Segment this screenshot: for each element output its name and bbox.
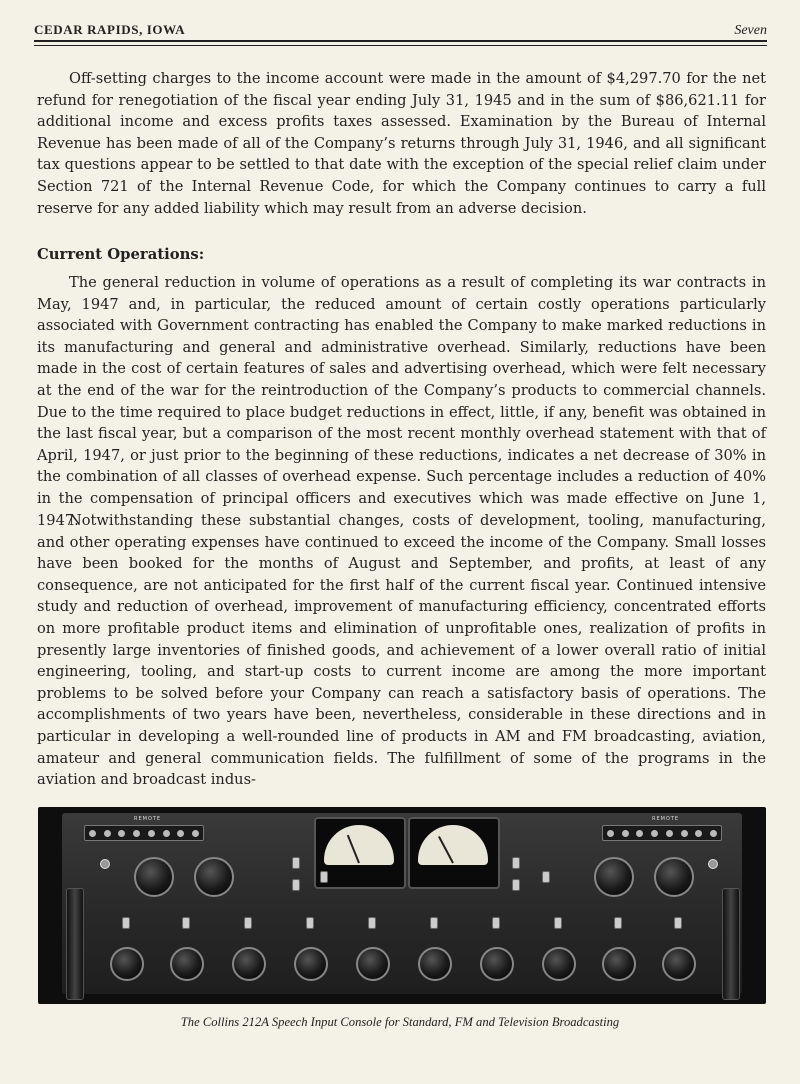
channel-fader-knob xyxy=(170,947,204,981)
paragraph-text: The general reduction in volume of operations as a result of completing its war contracts in May, 1947 and, in particular, the reduced amount of certain costly operations particularly associated with Government contracting has enabled the Company to make marked reductions in its manufacturing and general and administrative overhead. Similarly, reductions have been made in the cost of certain features of sales and advertising overhead, which were felt necessary at the end of the war for the reintroduction of the Company’s products to commercial channels. Due to the time required to place budget reductions in effect, little, if any, benefit was obtained in the last fiscal year, but a comparison of the most recent monthly overhead statement with that of April, 1947, or just prior to the beginning of these reductions, indicates a net decrease of 30% in the combination of all classes of overhead expense. Such percentage includes a reduction of 40% in the compensation of principal officers and executives which was made effective on June 1, 1947. xyxy=(37,274,766,529)
right-handle xyxy=(722,888,740,1000)
paragraph-operating-costs xyxy=(37,510,766,791)
remote-strip-left xyxy=(84,825,204,841)
left-handle xyxy=(66,888,84,1000)
key-switch xyxy=(292,857,300,869)
header-rule-thin xyxy=(34,45,767,46)
master-gain-knob-4 xyxy=(654,857,694,897)
channel-fader-knob xyxy=(110,947,144,981)
section-heading-current-operations: Current Operations: xyxy=(37,246,205,263)
channel-switch xyxy=(306,917,314,929)
key-switch xyxy=(320,871,328,883)
channel-switch xyxy=(430,917,438,929)
remote-label-right: REMOTE xyxy=(652,816,680,822)
master-gain-knob-2 xyxy=(194,857,234,897)
photo-caption: The Collins 212A Speech Input Console for Standard, FM and Television Broadcasting xyxy=(180,1015,620,1029)
console-panel xyxy=(62,813,742,994)
channel-switch xyxy=(554,917,562,929)
channel-switch xyxy=(614,917,622,929)
channel-switch xyxy=(244,917,252,929)
channel-switch xyxy=(122,917,130,929)
master-gain-knob-1 xyxy=(134,857,174,897)
paragraph-text: Off-setting charges to the income account were made in the amount of $4,297.70 for the net refund for renegotiation of the fiscal year ending July 31, 1945 and in the sum of $86,621.11 for additional income and excess profits taxes assessed. Examination by the Bureau of Internal Revenue has been made of all of the Company’s returns through July 31, 1946, and all significant tax questions appear to be settled to that date with the exception of the special relief claim under Section 721 of the Internal Revenue Code, for which the Company continues to carry a full reserve for any added liability which may result from an adverse decision. xyxy=(37,70,766,217)
paragraph-text: Notwithstanding these substantial changes, costs of development, tooling, manufacturing, and other operating expenses have continued to exceed the income of the Company. Small losses have been booked for the months of August and September, and profits, at least of any consequence, are not anticipated for the first half of the current fiscal year. Continued intensive study and reduction of overhead, improvement of manufacturing efficiency, concentrated efforts on more profitable product items and elimination of unprofitable ones, realization of profits in presently large inventories of finished goods, and achievement of a lower overall ratio of initial engineering, tooling, and start-up costs to current income are among the more important problems to be solved before your Company can reach a satisfactory basis of operations. The accomplishments of two years have been, nevertheless, considerable in these directions and in particular in developing a well-rounded line of products in AM and FM broadcasting, aviation, amateur and general communication fields. The fulfillment of some of the programs in the aviation and broadcast indus- xyxy=(37,512,766,789)
channel-fader-knob xyxy=(662,947,696,981)
channel-fader-knob xyxy=(418,947,452,981)
channel-fader-knob xyxy=(232,947,266,981)
remote-strip-right xyxy=(602,825,722,841)
key-switch xyxy=(292,879,300,891)
channel-switch xyxy=(182,917,190,929)
paragraph-tax-charges xyxy=(37,68,766,219)
indicator-lamp-right xyxy=(708,859,718,869)
remote-label-left: REMOTE xyxy=(134,816,162,822)
channel-fader-knob xyxy=(602,947,636,981)
key-switch xyxy=(542,871,550,883)
indicator-lamp-left xyxy=(100,859,110,869)
page-number: Seven xyxy=(734,23,767,38)
header-location: CEDAR RAPIDS, IOWA xyxy=(34,22,186,37)
channel-fader-knob xyxy=(356,947,390,981)
channel-fader-knob xyxy=(294,947,328,981)
paragraph-overhead-reduction xyxy=(37,272,766,531)
key-switch xyxy=(512,857,520,869)
running-header xyxy=(34,22,767,39)
channel-switch xyxy=(674,917,682,929)
channel-fader-knob xyxy=(542,947,576,981)
channel-switch xyxy=(492,917,500,929)
vu-meter-right xyxy=(408,817,500,889)
console-photo xyxy=(38,807,766,1004)
channel-fader-knob xyxy=(480,947,514,981)
master-gain-knob-3 xyxy=(594,857,634,897)
header-rule-thick xyxy=(34,40,767,42)
channel-switch xyxy=(368,917,376,929)
key-switch xyxy=(512,879,520,891)
